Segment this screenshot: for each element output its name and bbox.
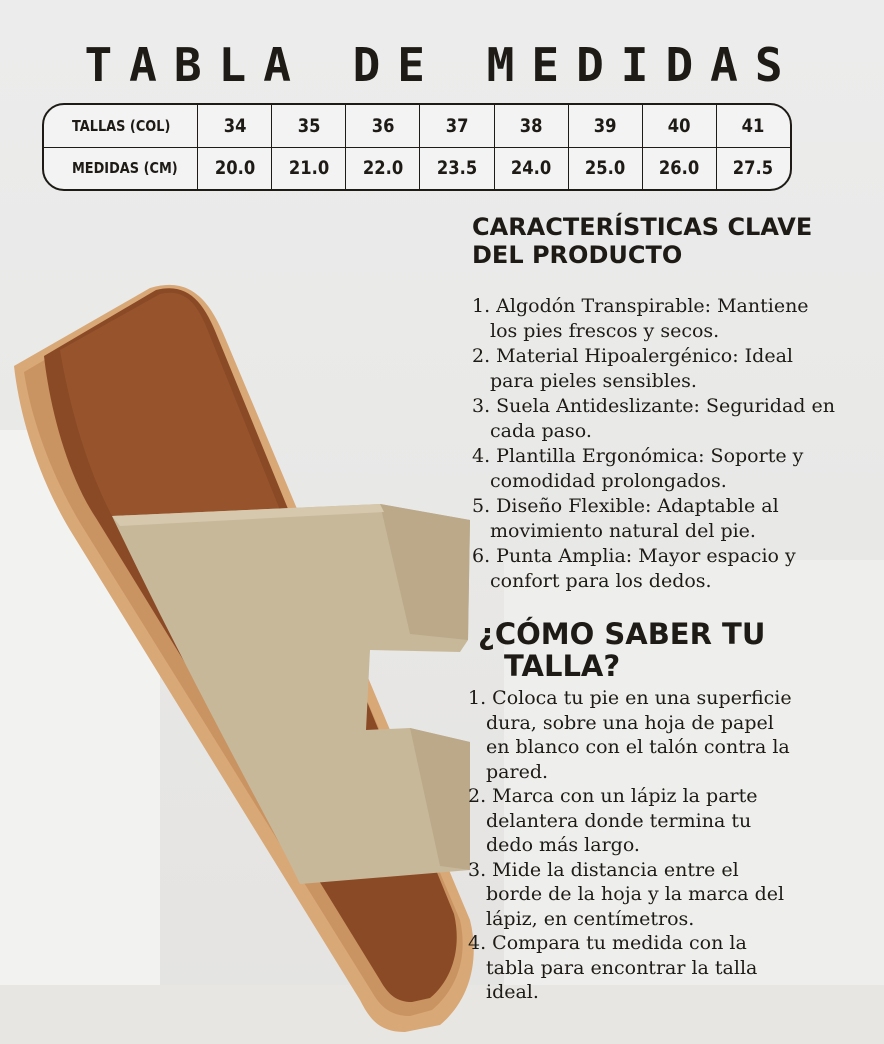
measure-cell: 24.0 <box>499 147 563 189</box>
list-item-text: pared. <box>486 760 549 783</box>
list-item <box>472 544 835 594</box>
size-cell: 39 <box>573 105 637 147</box>
list-item <box>468 931 792 1005</box>
features-title <box>472 214 812 269</box>
measure-cell: 23.5 <box>425 147 489 189</box>
sizes-row <box>44 105 790 147</box>
list-item-text: movimiento natural del pie. <box>490 520 756 542</box>
measure-cell: 25.0 <box>573 147 637 189</box>
sandal-image <box>0 280 500 1044</box>
list-item-text: 3. Suela Antideslizante: Seguridad en <box>472 395 835 417</box>
list-item <box>468 784 792 858</box>
list-item-text: 6. Punta Amplia: Mayor espacio y <box>472 545 796 567</box>
list-item <box>468 686 792 784</box>
measures-row <box>44 147 790 189</box>
list-item <box>472 344 835 394</box>
features-title-line: CARACTERÍSTICAS CLAVE <box>472 213 813 241</box>
list-item-text: comodidad prolongados. <box>490 470 727 492</box>
list-item-text: ideal. <box>486 981 539 1003</box>
howto-title-line: TALLA? <box>504 649 621 683</box>
list-item <box>472 444 835 494</box>
measure-cell: 26.0 <box>648 147 712 189</box>
measure-cell: 27.5 <box>733 157 774 180</box>
list-item <box>472 494 835 544</box>
measure-cell: 22.0 <box>351 147 415 189</box>
size-cell: 38 <box>499 105 563 147</box>
howto-title-line: ¿CÓMO SABER TU <box>478 617 766 651</box>
list-item-text: 1. Algodón Transpirable: Mantiene <box>472 295 809 317</box>
howto-title <box>478 618 765 682</box>
list-item-text: 5. Diseño Flexible: Adaptable al <box>472 495 779 517</box>
list-item-text: 2. Marca con un lápiz la parte <box>468 785 758 807</box>
page-title: TABLA DE MEDIDAS <box>84 38 800 92</box>
size-cell: 35 <box>277 105 341 147</box>
list-item-text: delantera donde termina tu <box>486 809 752 832</box>
howto-list <box>468 686 792 1005</box>
list-item-text: 2. Material Hipoalergénico: Ideal <box>472 345 793 367</box>
list-item-text: 3. Mide la distancia entre el <box>468 858 739 881</box>
features-title-line: DEL PRODUCTO <box>472 240 683 269</box>
size-cell: 34 <box>203 105 267 147</box>
size-table <box>42 103 792 191</box>
list-item-text: 4. Compara tu medida con la <box>468 932 747 954</box>
size-cell: 37 <box>425 105 489 147</box>
measure-cell: 20.0 <box>203 147 267 189</box>
measure-cell: 21.0 <box>277 147 341 189</box>
list-item-text: los pies frescos y secos. <box>490 320 720 342</box>
list-item-text: en blanco con el talón contra la <box>486 736 790 758</box>
list-item-text: dedo más largo. <box>486 834 640 856</box>
sizes-row-label: TALLAS (COL) <box>55 105 187 147</box>
list-item-text: lápiz, en centímetros. <box>486 907 695 930</box>
list-item <box>472 294 835 344</box>
list-item <box>468 858 792 932</box>
size-cell: 36 <box>351 105 415 147</box>
list-item-text: cada paso. <box>490 420 592 442</box>
list-item-text: dura, sobre una hoja de papel <box>486 711 774 734</box>
measures-row-label: MEDIDAS (CM) <box>55 147 187 189</box>
list-item-text: 1. Coloca tu pie en una superficie <box>468 687 792 709</box>
size-cell: 41 <box>722 105 785 147</box>
features-list <box>472 294 835 594</box>
list-item-text: confort para los dedos. <box>490 570 712 592</box>
list-item-text: tabla para encontrar la talla <box>486 956 758 979</box>
list-item-text: 4. Plantilla Ergonómica: Soporte y <box>472 445 804 467</box>
list-item-text: para pieles sensibles. <box>490 370 697 392</box>
size-cell: 40 <box>648 105 712 147</box>
list-item <box>472 394 835 444</box>
list-item-text: borde de la hoja y la marca del <box>486 883 785 905</box>
